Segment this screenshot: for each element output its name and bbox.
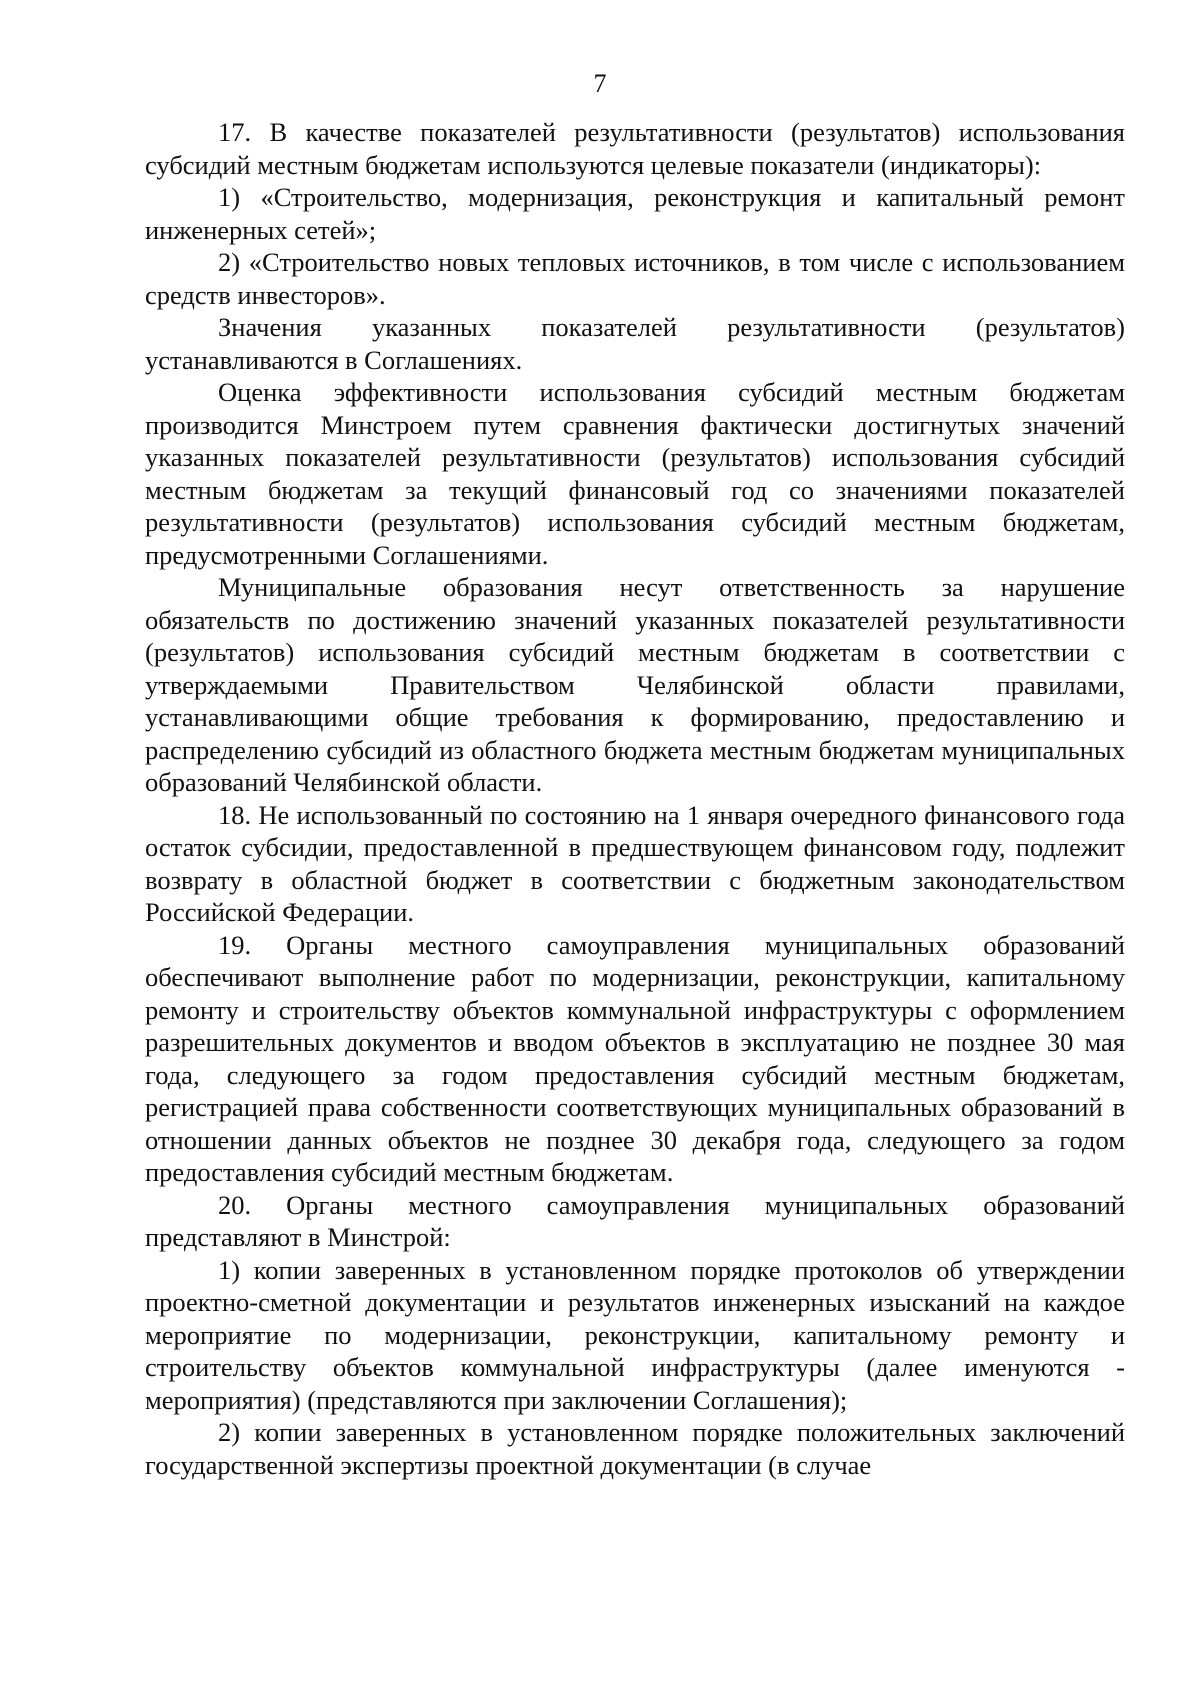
paragraph-indicator-1: 1) «Строительство, модернизация, реконструкция и капитальный ремонт инженерных сетей»; bbox=[145, 182, 1125, 245]
paragraph-efficiency-evaluation: Оценка эффективности использования субсидий местным бюджетам производится Минстроем путем сравнения фактически достигнутых значений указанных показателей результативности (результатов) использования субсидий местным бюджетам за текущий финансовый год со значениями показателей результативности (результатов) использования субсидий местным бюджетам, предусмотренными Соглашениями. bbox=[145, 377, 1125, 570]
paragraph-20-item-2: 2) копии заверенных в установленном порядке положительных заключений государственной экспертизы проектной документации (в случае bbox=[145, 1417, 1125, 1480]
paragraph-19-obligations: 19. Органы местного самоуправления муниципальных образований обеспечивают выполнение работ по модернизации, реконструкции, капитальному ремонту и строительству объектов коммунальной инфраструктуры с оформлением разрешительных документов и вводом объектов в эксплуатацию не позднее 30 мая года, следующего за годом предоставления субсидий местным бюджетам, регистрацией права собственности соответствующих муниципальных образований в отношении данных объектов не позднее 30 декабря года, следующего за годом предоставления субсидий местным бюджетам. bbox=[145, 929, 1125, 1187]
paragraph-responsibility: Муниципальные образования несут ответственность за нарушение обязательств по достижению значений указанных показателей результативности (результатов) использования субсидий местным бюджетам в соответствии с утверждаемыми Правительством Челябинской области правилами, устанавливающими общие требования к формированию, предоставлению и распределению субсидий из областного бюджета местным бюджетам муниципальных образований Челябинской области. bbox=[145, 572, 1125, 797]
paragraph-17-intro: 17. В качестве показателей результативности (результатов) использования субсидий местным бюджетам используются целевые показатели (индикаторы): bbox=[145, 117, 1125, 180]
paragraph-18-return: 18. Не использованный по состоянию на 1 января очередного финансового года остаток субсидии, предоставленной в предшествующем финансовом году, подлежит возврату в областной бюджет в соответствии с бюджетным законодательством Российской Федерации. bbox=[145, 799, 1125, 927]
paragraph-indicator-2: 2) «Строительство новых тепловых источников, в том числе с использованием средств инвесторов». bbox=[145, 247, 1125, 310]
paragraph-indicator-values: Значения указанных показателей результативности (результатов) устанавливаются в Соглашениях. bbox=[145, 312, 1125, 375]
paragraph-20-documents: 20. Органы местного самоуправления муниципальных образований представляют в Минстрой: bbox=[145, 1189, 1125, 1252]
paragraph-20-item-1: 1) копии заверенных в установленном порядке протоколов об утверждении проектно-сметной документации и результатов инженерных изысканий на каждое мероприятие по модернизации, реконструкции, капитальному ремонту и строительству объектов коммунальной инфраструктуры (далее именуются - мероприятия) (представляются при заключении Соглашения); bbox=[145, 1254, 1125, 1415]
page-number: 7 bbox=[593, 69, 607, 98]
document-body bbox=[145, 116, 1125, 1481]
